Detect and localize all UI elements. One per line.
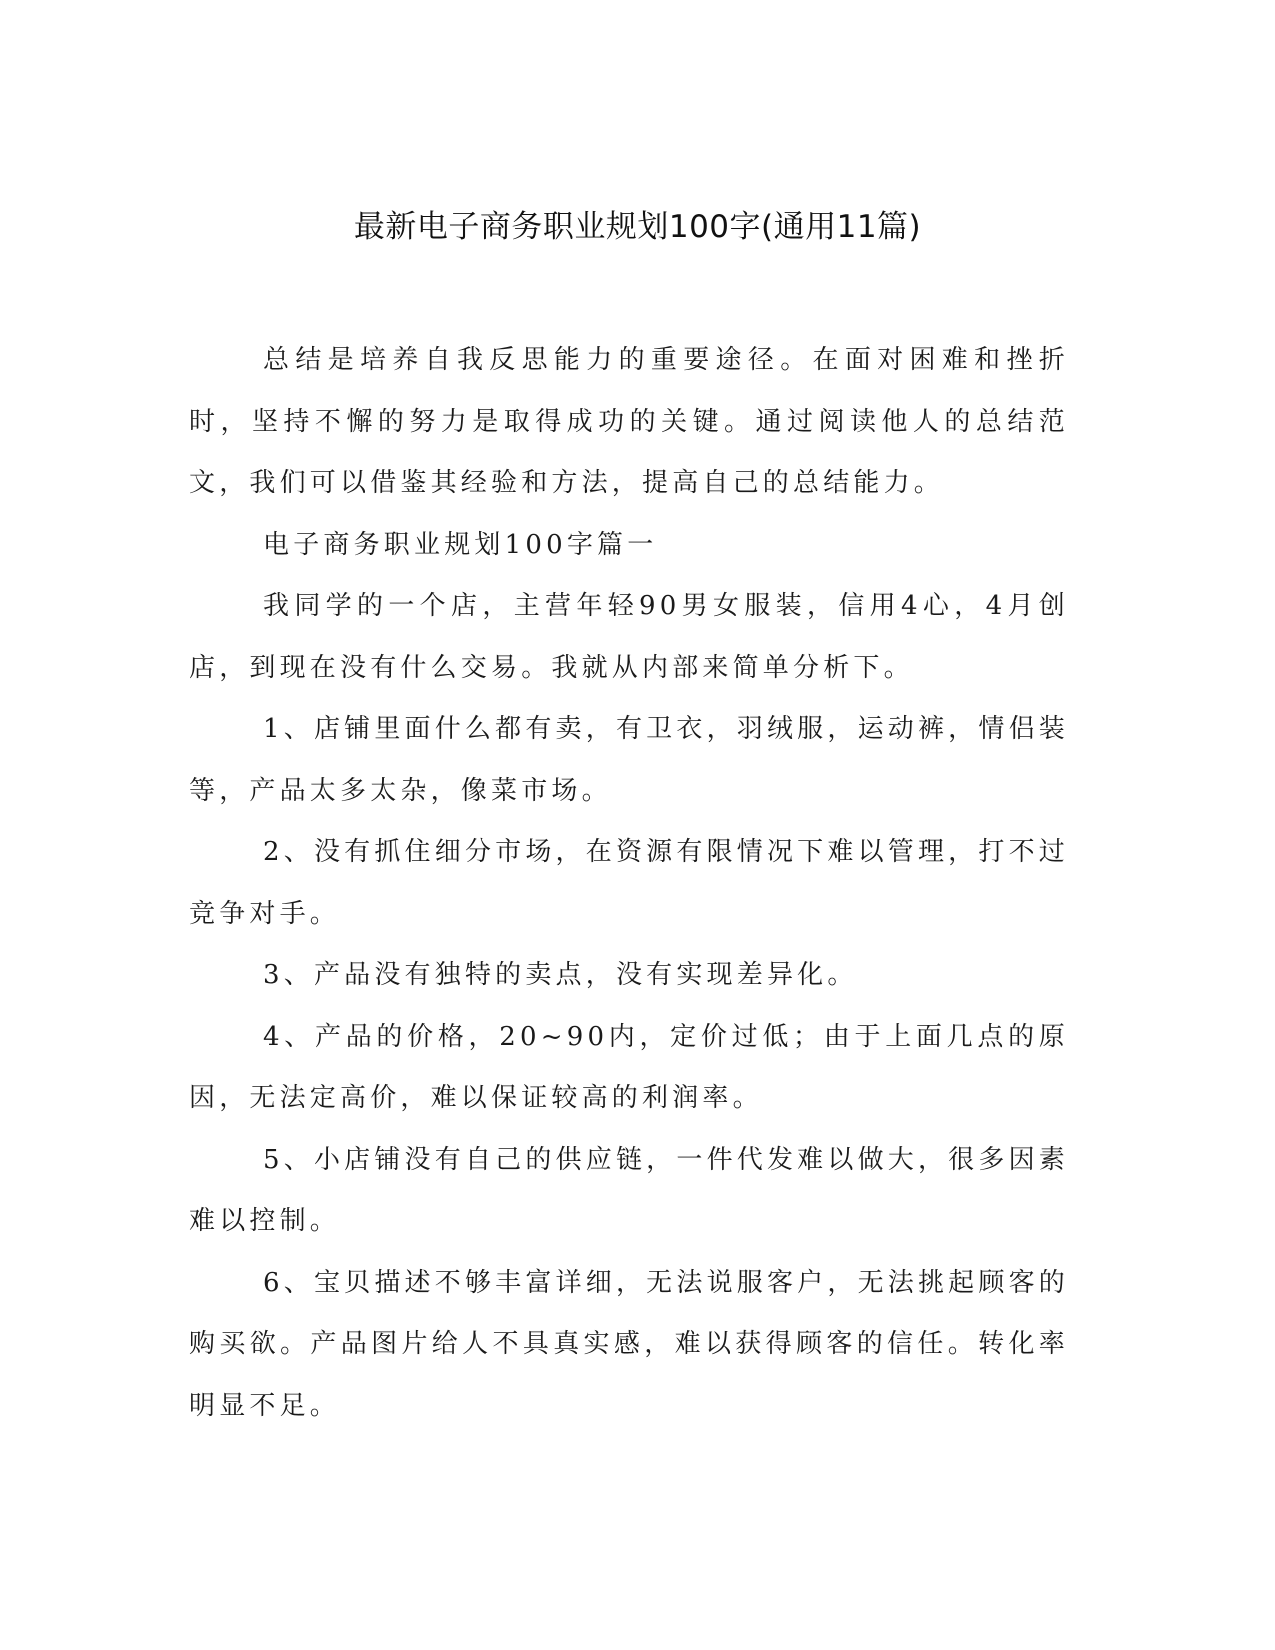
intro-paragraph: 总结是培养自我反思能力的重要途径。在面对困难和挫折时，坚持不懈的努力是取得成功的关键。通过阅读他人的总结范文，我们可以借鉴其经验和方法，提高自己的总结能力。 (189, 345, 1069, 498)
list-item-6: 6、宝贝描述不够丰富详细，无法说服客户，无法挑起顾客的购买欲。产品图片给人不具真实感，难以获得顾客的信任。转化率明显不足。 (189, 1267, 1069, 1421)
document-title: 最新电子商务职业规划100字(通用11篇) (353, 209, 922, 245)
list-item-1: 1、店铺里面什么都有卖，有卫衣，羽绒服，运动裤，情侣装等，产品太多太杂，像菜市场。 (189, 714, 1069, 806)
section-heading: 电子商务职业规划100字篇一 (263, 529, 658, 560)
list-item-5: 5、小店铺没有自己的供应链，一件代发难以做大，很多因素难以控制。 (189, 1144, 1069, 1236)
document-body (189, 330, 1069, 1437)
list-item-3: 3、产品没有独特的卖点，没有实现差异化。 (263, 960, 858, 990)
body-paragraph: 我同学的一个店，主营年轻90男女服装，信用4心，4月创店，到现在没有什么交易。我就从内部来简单分析下。 (189, 591, 1069, 683)
list-item-4: 4、产品的价格，20~90内，定价过低；由于上面几点的原因，无法定高价，难以保证较高的利润率。 (189, 1021, 1069, 1113)
list-item-2: 2、没有抓住细分市场，在资源有限情况下难以管理，打不过竞争对手。 (189, 837, 1069, 929)
